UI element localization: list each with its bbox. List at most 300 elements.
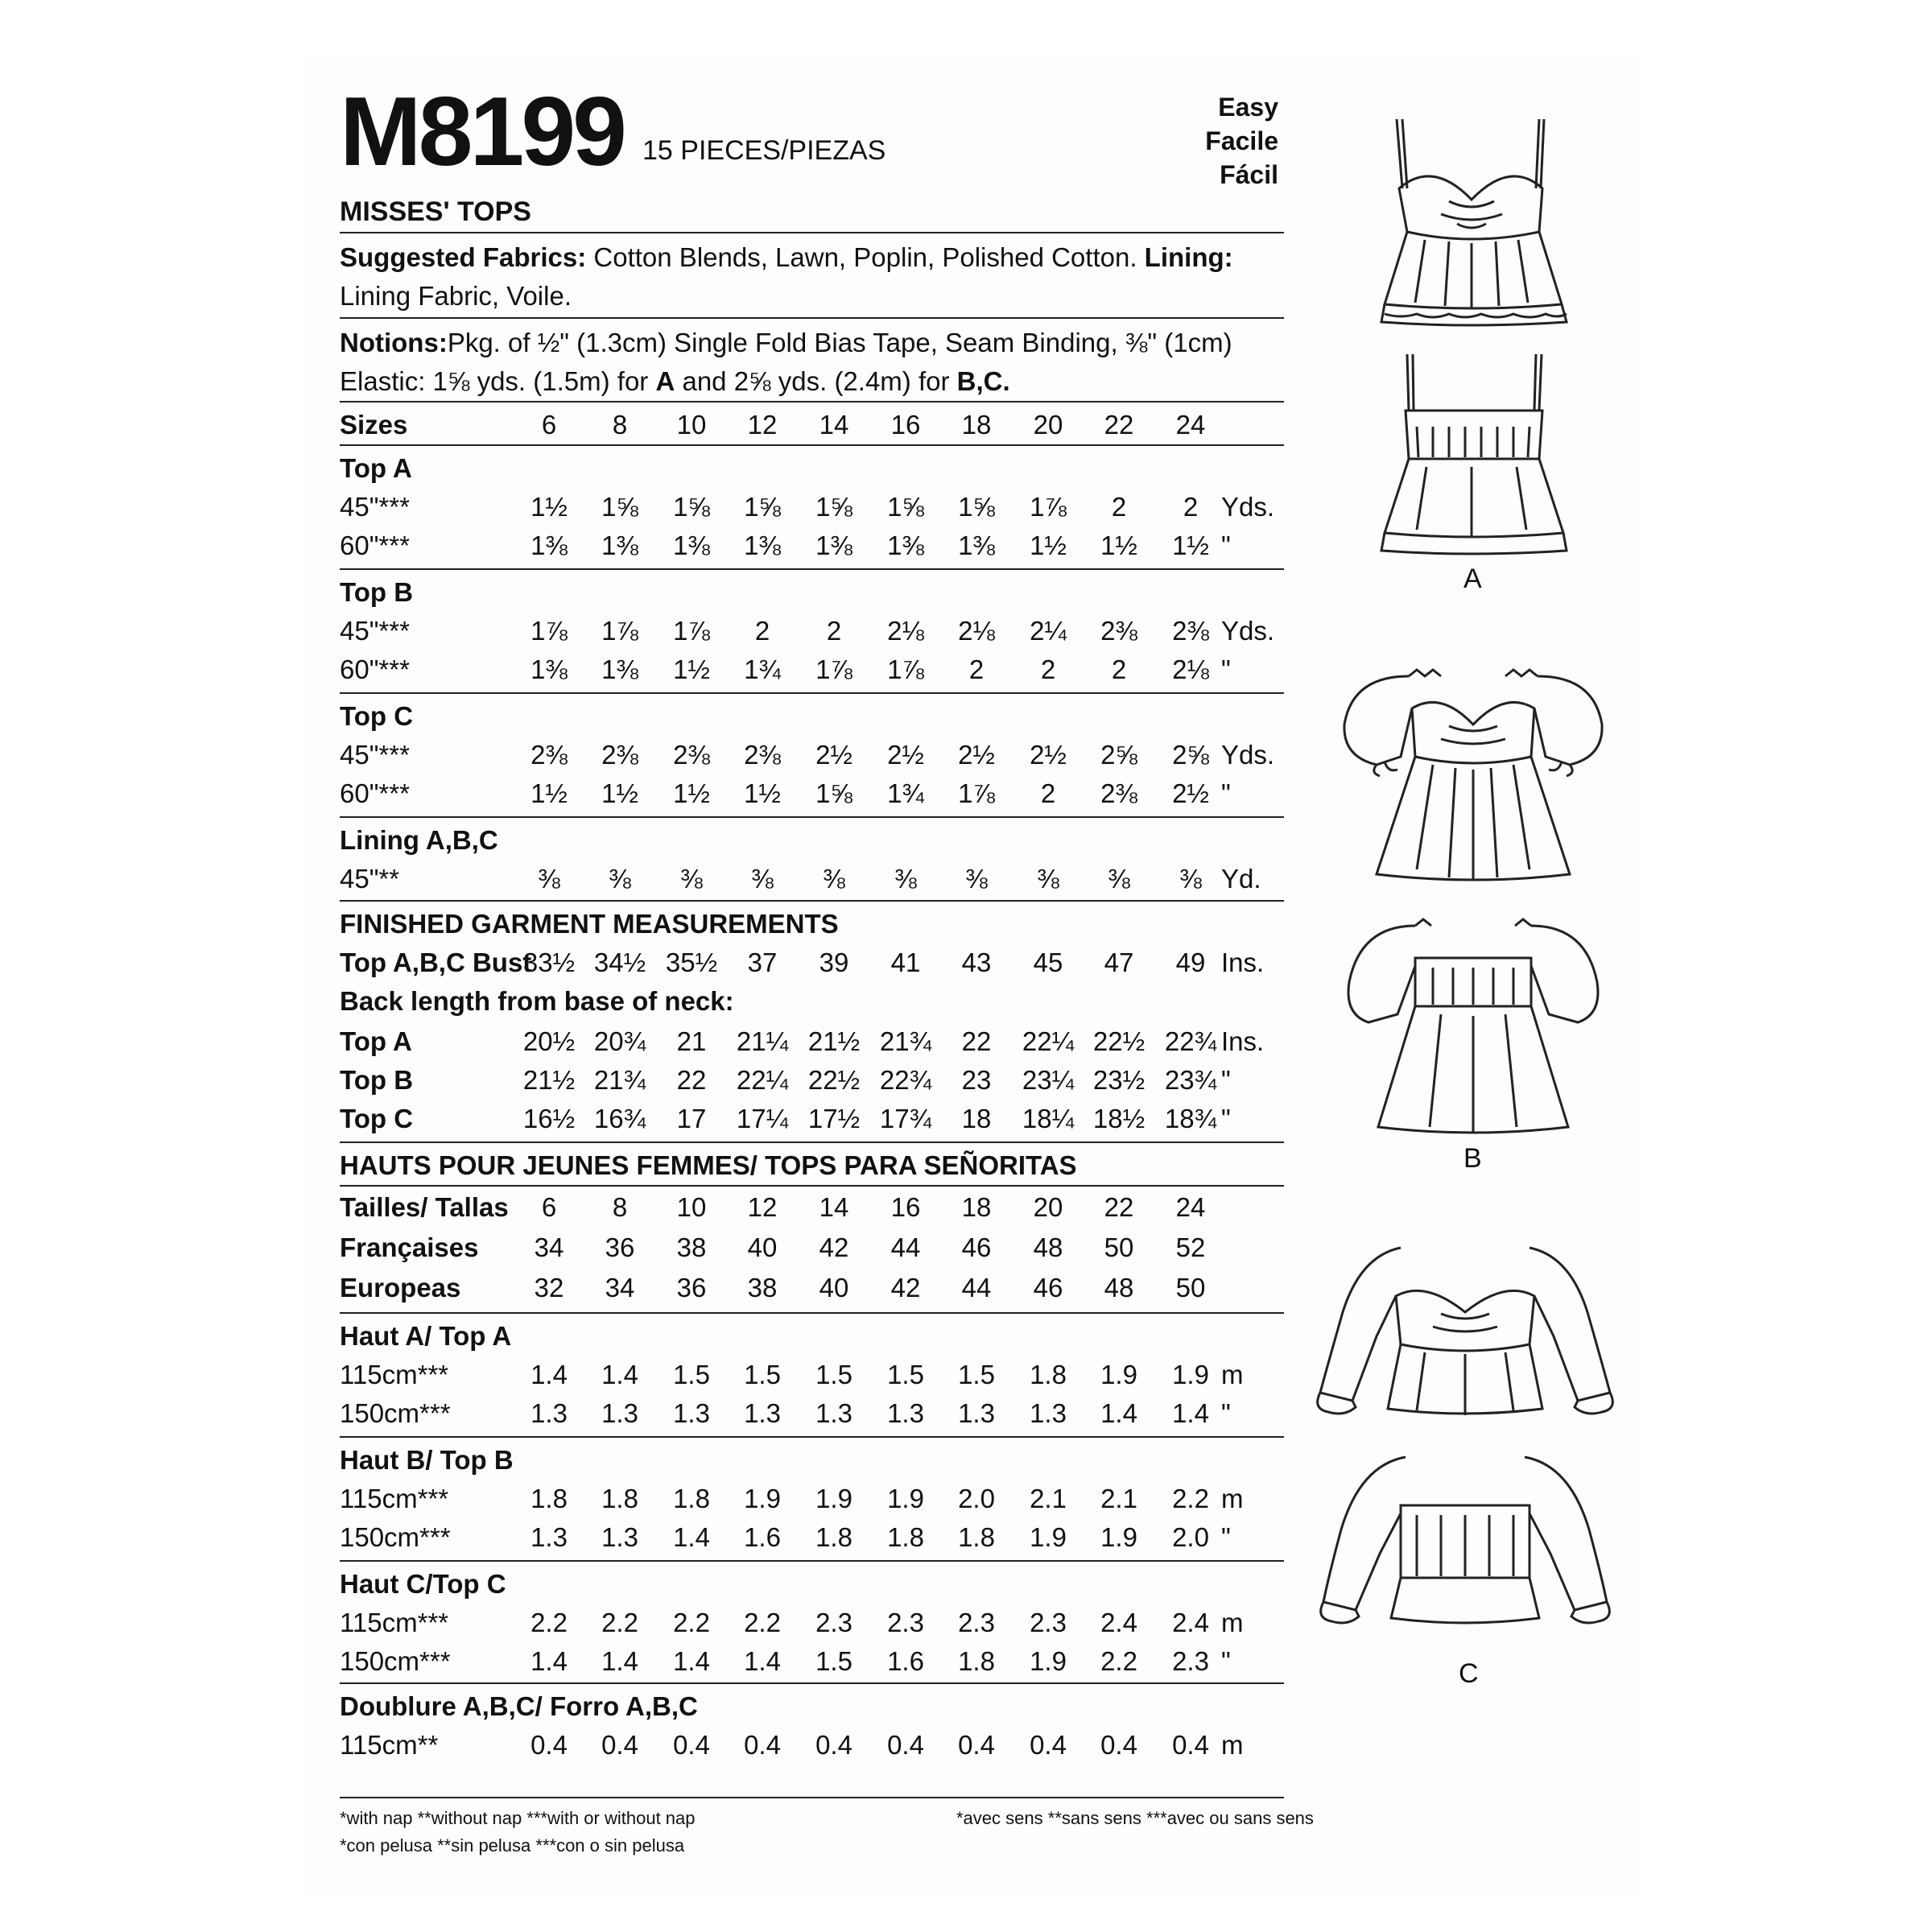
row-label: Top B bbox=[340, 577, 414, 607]
table-cell: 1.8 bbox=[1030, 1360, 1067, 1389]
row-label: 45"*** bbox=[340, 616, 410, 646]
unit-label: " bbox=[1221, 1646, 1231, 1676]
unit-label: Yds. bbox=[1221, 616, 1275, 646]
table-cell: 1⅞ bbox=[1030, 492, 1067, 522]
table-cell: 2⅝ bbox=[1172, 740, 1209, 770]
table-cell: 20½ bbox=[522, 1026, 576, 1056]
table-cell: 1½ bbox=[744, 778, 781, 808]
table-cell: 36 bbox=[605, 1232, 635, 1262]
table-cell: 1⅜ bbox=[673, 530, 710, 560]
table-cell: 2⅝ bbox=[1100, 740, 1137, 770]
table-cell: 35½ bbox=[665, 947, 718, 977]
unit-label: m bbox=[1221, 1730, 1244, 1760]
table-cell: 16 bbox=[890, 410, 921, 440]
metric-francaises-row bbox=[340, 1230, 1290, 1265]
fabrics-text: Cotton Blends, Lawn, Poplin, Polished Cotton. bbox=[593, 242, 1137, 272]
table-cell: 22 bbox=[961, 1026, 992, 1056]
table-cell: 52 bbox=[1175, 1232, 1206, 1262]
table-cell: ⅜ bbox=[1179, 864, 1202, 894]
table-cell: 18½ bbox=[1092, 1104, 1146, 1133]
table-cell: 1.3 bbox=[601, 1522, 638, 1552]
table-cell: 1⅜ bbox=[601, 530, 638, 560]
table-cell: 22¼ bbox=[736, 1065, 789, 1095]
row-label: Europeas bbox=[340, 1273, 461, 1302]
table-cell: 2.2 bbox=[1100, 1646, 1137, 1676]
table-cell: 2⅜ bbox=[1172, 616, 1209, 646]
table-cell: 18 bbox=[961, 1104, 992, 1133]
table-cell: 34 bbox=[605, 1273, 635, 1302]
notions-text: Pkg. of ½" (1.3cm) Single Fold Bias Tape, Seam Binding, ⅜" (1cm) Elastic: 1⅝ yds. (1.5m) for bbox=[340, 328, 1232, 396]
notions-view-a: A bbox=[655, 366, 675, 396]
view-illustrations bbox=[1320, 105, 1626, 1689]
table-cell: 1.3 bbox=[530, 1398, 568, 1428]
notions-text-2: and 2⅝ yds. (2.4m) for bbox=[675, 366, 957, 396]
table-cell: 18¼ bbox=[1022, 1104, 1075, 1133]
table-cell: 2⅜ bbox=[744, 740, 781, 770]
table-cell: 6 bbox=[541, 410, 557, 440]
table-cell: 18 bbox=[961, 410, 992, 440]
table-cell: 1.9 bbox=[1030, 1522, 1067, 1552]
table-cell: 23¾ bbox=[1164, 1065, 1217, 1095]
unit-label: Ins. bbox=[1221, 947, 1265, 977]
piece-count: 15 PIECES/PIEZAS bbox=[642, 135, 886, 166]
top-c-60-row bbox=[340, 776, 1290, 811]
table-cell: 1.5 bbox=[815, 1360, 852, 1389]
unit-label: " bbox=[1221, 778, 1231, 808]
table-cell: 1.8 bbox=[530, 1484, 568, 1513]
table-cell: 23¼ bbox=[1022, 1065, 1075, 1095]
table-cell: 2.1 bbox=[1030, 1484, 1067, 1513]
unit-label: Ins. bbox=[1221, 1026, 1265, 1056]
row-label: 115cm*** bbox=[340, 1484, 449, 1513]
table-cell: 17¾ bbox=[879, 1104, 932, 1133]
table-cell: 22 bbox=[676, 1065, 707, 1095]
table-cell: 48 bbox=[1104, 1273, 1134, 1302]
table-cell: 0.4 bbox=[815, 1730, 852, 1760]
top-b-60-row bbox=[340, 652, 1290, 687]
haut-a-115-row bbox=[340, 1357, 1290, 1393]
table-cell: 1⅞ bbox=[815, 654, 852, 684]
divider bbox=[340, 232, 1284, 233]
divider bbox=[340, 401, 1284, 402]
table-cell: 24 bbox=[1175, 410, 1206, 440]
table-cell: 2⅜ bbox=[601, 740, 638, 770]
table-cell: 2⅜ bbox=[1100, 616, 1137, 646]
unit-label: m bbox=[1221, 1484, 1244, 1513]
top-a-heading bbox=[340, 451, 1290, 486]
table-cell: 1.8 bbox=[601, 1484, 638, 1513]
table-cell: 21¼ bbox=[736, 1026, 789, 1056]
haut-a-150-row bbox=[340, 1396, 1290, 1431]
divider bbox=[340, 900, 1284, 902]
table-cell: 2⅜ bbox=[673, 740, 710, 770]
pattern-number: M8199 bbox=[340, 76, 625, 186]
table-cell: 1⅜ bbox=[815, 530, 852, 560]
row-label: Haut B/ Top B bbox=[340, 1445, 514, 1475]
table-cell: 39 bbox=[819, 947, 849, 977]
table-cell: 2.2 bbox=[744, 1608, 781, 1637]
table-cell: 1.3 bbox=[530, 1522, 568, 1552]
table-cell: 2.3 bbox=[1030, 1608, 1067, 1637]
unit-label: Yds. bbox=[1221, 492, 1275, 522]
haut-c-heading bbox=[340, 1567, 1290, 1602]
table-cell: 0.4 bbox=[744, 1730, 781, 1760]
difficulty-en: Easy bbox=[1218, 93, 1278, 122]
notions-view-bc: B,C. bbox=[956, 366, 1010, 396]
back-length-top-c-row bbox=[340, 1101, 1290, 1137]
table-cell: 23½ bbox=[1092, 1065, 1146, 1095]
divider bbox=[340, 692, 1284, 694]
unit-label: " bbox=[1221, 654, 1231, 684]
footnote-es: *con pelusa **sin pelusa ***con o sin pelusa bbox=[340, 1835, 685, 1856]
table-cell: 2.0 bbox=[958, 1484, 995, 1513]
row-label: 45"** bbox=[340, 864, 400, 894]
row-label: 60"*** bbox=[340, 654, 410, 684]
row-label: 115cm*** bbox=[340, 1608, 449, 1637]
top-a-45-row bbox=[340, 489, 1290, 525]
row-label: Top A bbox=[340, 453, 412, 483]
table-cell: 1⅞ bbox=[530, 616, 568, 646]
table-cell: 1½ bbox=[673, 654, 710, 684]
table-cell: 0.4 bbox=[601, 1730, 638, 1760]
table-cell: 12 bbox=[747, 1192, 778, 1222]
table-cell: 2.1 bbox=[1100, 1484, 1137, 1513]
table-cell: 21¾ bbox=[879, 1026, 932, 1056]
table-cell: 1⅜ bbox=[958, 530, 995, 560]
divider bbox=[340, 1682, 1284, 1684]
table-cell: 16½ bbox=[522, 1104, 576, 1133]
view-c-back-illustration bbox=[1304, 1441, 1626, 1650]
table-cell: 1.3 bbox=[673, 1398, 710, 1428]
table-cell: 2.3 bbox=[958, 1608, 995, 1637]
table-cell: 2⅛ bbox=[958, 616, 995, 646]
divider bbox=[340, 1312, 1284, 1314]
unit-label: m bbox=[1221, 1360, 1244, 1389]
back-length-heading bbox=[340, 984, 1290, 1019]
table-cell: 21 bbox=[676, 1026, 707, 1056]
table-cell: 34½ bbox=[593, 947, 646, 977]
table-cell: 1½ bbox=[1030, 530, 1067, 560]
table-cell: 21½ bbox=[807, 1026, 861, 1056]
table-cell: ⅜ bbox=[823, 864, 845, 894]
table-cell: 2.2 bbox=[1172, 1484, 1209, 1513]
table-cell: 1.8 bbox=[815, 1522, 852, 1552]
table-cell: 1.9 bbox=[1030, 1646, 1067, 1676]
view-a-label: A bbox=[1463, 564, 1482, 594]
table-cell: 2 bbox=[968, 654, 985, 684]
table-cell: 1.3 bbox=[1030, 1398, 1067, 1428]
table-cell: 1.4 bbox=[530, 1646, 568, 1676]
table-cell: 18 bbox=[961, 1192, 992, 1222]
table-cell: 1.9 bbox=[887, 1484, 924, 1513]
row-label: HAUTS POUR JEUNES FEMMES/ TOPS PARA SEÑORITAS bbox=[340, 1150, 1077, 1180]
divider bbox=[340, 1560, 1284, 1562]
haut-b-115-row bbox=[340, 1481, 1290, 1517]
divider bbox=[340, 317, 1284, 319]
table-cell: 10 bbox=[676, 410, 707, 440]
table-cell: 2½ bbox=[887, 740, 924, 770]
lining-heading bbox=[340, 823, 1290, 858]
table-cell: 2 bbox=[1183, 492, 1199, 522]
row-label: 150cm*** bbox=[340, 1522, 451, 1552]
haut-b-150-row bbox=[340, 1520, 1290, 1555]
table-cell: 2½ bbox=[815, 740, 852, 770]
doublure-115-row bbox=[340, 1728, 1290, 1763]
table-cell: 2⅛ bbox=[887, 616, 924, 646]
view-a-front-illustration bbox=[1352, 111, 1594, 328]
table-cell: 20 bbox=[1033, 1192, 1063, 1222]
table-cell: 2 bbox=[826, 616, 842, 646]
table-cell: 1.9 bbox=[1100, 1522, 1137, 1552]
table-cell: 1⅝ bbox=[815, 492, 852, 522]
table-cell: 2⅜ bbox=[1100, 778, 1137, 808]
row-label: 115cm** bbox=[340, 1730, 439, 1760]
table-cell: 1.9 bbox=[815, 1484, 852, 1513]
table-cell: 2½ bbox=[1030, 740, 1067, 770]
table-cell: 1.3 bbox=[815, 1398, 852, 1428]
top-a-60-row bbox=[340, 528, 1290, 564]
table-cell: 1½ bbox=[1172, 530, 1209, 560]
table-cell: ⅜ bbox=[680, 864, 703, 894]
table-cell: 0.4 bbox=[673, 1730, 710, 1760]
top-b-45-row bbox=[340, 613, 1290, 649]
table-cell: 46 bbox=[1033, 1273, 1063, 1302]
table-cell: 40 bbox=[819, 1273, 849, 1302]
top-c-45-row bbox=[340, 737, 1290, 773]
table-cell: 1⅜ bbox=[887, 530, 924, 560]
table-cell: 1½ bbox=[673, 778, 710, 808]
row-label: Doublure A,B,C/ Forro A,B,C bbox=[340, 1691, 698, 1721]
table-cell: 2⅛ bbox=[1172, 654, 1209, 684]
row-label: 115cm*** bbox=[340, 1360, 449, 1389]
table-cell: ⅜ bbox=[751, 864, 774, 894]
row-label: Françaises bbox=[340, 1232, 479, 1262]
unit-label: " bbox=[1221, 1065, 1231, 1095]
table-cell: 2.4 bbox=[1172, 1608, 1209, 1637]
table-cell: 0.4 bbox=[958, 1730, 995, 1760]
row-label: 45"*** bbox=[340, 740, 410, 770]
row-label: Sizes bbox=[340, 410, 408, 440]
table-cell: ⅜ bbox=[538, 864, 560, 894]
table-cell: 2 bbox=[1111, 492, 1127, 522]
table-cell: 2.2 bbox=[601, 1608, 638, 1637]
divider bbox=[340, 1185, 1284, 1187]
unit-label: Yds. bbox=[1221, 740, 1275, 770]
table-cell: 16¾ bbox=[593, 1104, 646, 1133]
table-cell: 1⅝ bbox=[744, 492, 781, 522]
table-cell: 17½ bbox=[807, 1104, 861, 1133]
doublure-heading bbox=[340, 1689, 1290, 1724]
table-cell: 16 bbox=[890, 1192, 921, 1222]
divider bbox=[340, 1797, 1284, 1798]
unit-label: Yd. bbox=[1221, 864, 1261, 894]
table-cell: 1¾ bbox=[887, 778, 924, 808]
finished-heading bbox=[340, 906, 1290, 942]
table-cell: 22½ bbox=[807, 1065, 861, 1095]
back-length-top-b-row bbox=[340, 1063, 1290, 1098]
table-cell: 0.4 bbox=[1172, 1730, 1209, 1760]
table-cell: 18¾ bbox=[1164, 1104, 1217, 1133]
table-cell: 1⅞ bbox=[958, 778, 995, 808]
metric-europeas-row bbox=[340, 1270, 1290, 1306]
table-cell: 1½ bbox=[530, 492, 568, 522]
row-label: 150cm*** bbox=[340, 1398, 451, 1428]
table-cell: 1.5 bbox=[958, 1360, 995, 1389]
table-cell: 1.3 bbox=[958, 1398, 995, 1428]
table-cell: 22 bbox=[1104, 1192, 1134, 1222]
table-cell: 1⅜ bbox=[530, 530, 568, 560]
table-cell: 1.8 bbox=[673, 1484, 710, 1513]
table-cell: 42 bbox=[890, 1273, 921, 1302]
table-cell: 1½ bbox=[1100, 530, 1137, 560]
divider bbox=[340, 568, 1284, 570]
table-cell: 1¾ bbox=[744, 654, 781, 684]
table-cell: 1.9 bbox=[1172, 1360, 1209, 1389]
row-label: Top C bbox=[340, 1104, 414, 1133]
row-label: Back length from base of neck: bbox=[340, 986, 734, 1016]
haut-b-heading bbox=[340, 1443, 1290, 1478]
table-cell: 1.4 bbox=[601, 1360, 638, 1389]
table-cell: 22¾ bbox=[879, 1065, 932, 1095]
table-cell: 1.6 bbox=[744, 1522, 781, 1552]
table-cell: 22¾ bbox=[1164, 1026, 1217, 1056]
table-cell: 47 bbox=[1104, 947, 1134, 977]
table-cell: 1.6 bbox=[887, 1646, 924, 1676]
table-cell: 24 bbox=[1175, 1192, 1206, 1222]
table-cell: 1.3 bbox=[601, 1398, 638, 1428]
table-cell: 2¼ bbox=[1030, 616, 1067, 646]
lining-text: Lining Fabric, Voile. bbox=[340, 281, 572, 311]
table-cell: 2 bbox=[754, 616, 770, 646]
table-cell: 0.4 bbox=[887, 1730, 924, 1760]
row-label: 60"*** bbox=[340, 530, 410, 560]
unit-label: " bbox=[1221, 1522, 1231, 1552]
table-cell: 1⅝ bbox=[887, 492, 924, 522]
top-b-heading bbox=[340, 575, 1290, 610]
view-c-front-illustration bbox=[1304, 1232, 1626, 1425]
table-cell: 2 bbox=[1111, 654, 1127, 684]
table-cell: 1.8 bbox=[958, 1522, 995, 1552]
table-cell: 48 bbox=[1033, 1232, 1063, 1262]
table-cell: 1.5 bbox=[887, 1360, 924, 1389]
notions-label: Notions: bbox=[340, 328, 448, 357]
table-cell: 38 bbox=[676, 1232, 707, 1262]
table-cell: 6 bbox=[541, 1192, 557, 1222]
table-cell: 1.9 bbox=[744, 1484, 781, 1513]
row-label: Haut A/ Top A bbox=[340, 1321, 512, 1351]
row-label: Top A,B,C Bust bbox=[340, 947, 532, 977]
table-cell: 21¾ bbox=[593, 1065, 646, 1095]
table-cell: 2.3 bbox=[1172, 1646, 1209, 1676]
table-cell: 46 bbox=[961, 1232, 992, 1262]
row-label: Lining A,B,C bbox=[340, 825, 498, 855]
footnote-en: *with nap **without nap ***with or without nap bbox=[340, 1808, 696, 1828]
table-cell: 1⅜ bbox=[744, 530, 781, 560]
table-cell: 1.3 bbox=[887, 1398, 924, 1428]
table-cell: 44 bbox=[961, 1273, 992, 1302]
table-cell: 1.4 bbox=[530, 1360, 568, 1389]
bust-row bbox=[340, 945, 1290, 980]
table-cell: 14 bbox=[819, 1192, 849, 1222]
unit-label: " bbox=[1221, 1398, 1231, 1428]
table-cell: 2.2 bbox=[673, 1608, 710, 1637]
table-cell: ⅜ bbox=[1037, 864, 1059, 894]
table-cell: 14 bbox=[819, 410, 849, 440]
table-cell: 32 bbox=[534, 1273, 564, 1302]
table-cell: 2 bbox=[1040, 654, 1056, 684]
haut-c-150-row bbox=[340, 1644, 1290, 1679]
metric-heading bbox=[340, 1148, 1290, 1183]
table-cell: 0.4 bbox=[530, 1730, 568, 1760]
table-cell: 1.3 bbox=[744, 1398, 781, 1428]
sizes-row bbox=[340, 407, 1290, 443]
table-cell: 22½ bbox=[1092, 1026, 1146, 1056]
table-cell: 43 bbox=[961, 947, 992, 977]
table-cell: 23 bbox=[961, 1065, 992, 1095]
table-cell: 50 bbox=[1104, 1232, 1134, 1262]
notions bbox=[340, 324, 1290, 401]
row-label: 150cm*** bbox=[340, 1646, 451, 1676]
table-cell: 1.4 bbox=[1172, 1398, 1209, 1428]
row-label: Haut C/Top C bbox=[340, 1569, 506, 1599]
divider bbox=[340, 816, 1284, 818]
table-cell: 20 bbox=[1033, 410, 1063, 440]
pattern-title: MISSES' TOPS bbox=[340, 196, 531, 227]
view-b-back-illustration bbox=[1320, 910, 1626, 1143]
table-cell: 2.2 bbox=[530, 1608, 568, 1637]
table-cell: 21½ bbox=[522, 1065, 576, 1095]
table-cell: 1.4 bbox=[744, 1646, 781, 1676]
row-label: FINISHED GARMENT MEASUREMENTS bbox=[340, 909, 839, 939]
unit-label: " bbox=[1221, 530, 1231, 560]
row-label: Top B bbox=[340, 1065, 414, 1095]
table-cell: 8 bbox=[612, 1192, 628, 1222]
table-cell: 42 bbox=[819, 1232, 849, 1262]
back-length-top-a-row bbox=[340, 1024, 1290, 1059]
table-cell: 36 bbox=[676, 1273, 707, 1302]
table-cell: 1⅜ bbox=[601, 654, 638, 684]
table-cell: 49 bbox=[1175, 947, 1206, 977]
view-a-back-illustration bbox=[1352, 346, 1594, 555]
table-cell: ⅜ bbox=[1108, 864, 1130, 894]
table-cell: 45 bbox=[1033, 947, 1063, 977]
row-label: Top C bbox=[340, 701, 414, 731]
difficulty-es: Fácil bbox=[1220, 160, 1278, 189]
footnote-fr: *avec sens **sans sens ***avec ou sans sens bbox=[956, 1808, 1314, 1828]
divider bbox=[340, 1141, 1284, 1143]
table-cell: 2.3 bbox=[815, 1608, 852, 1637]
metric-tailles-row bbox=[340, 1190, 1290, 1225]
table-cell: 1⅜ bbox=[530, 654, 568, 684]
table-cell: 1⅝ bbox=[601, 492, 638, 522]
table-cell: 1.8 bbox=[887, 1522, 924, 1552]
table-cell: 2.4 bbox=[1100, 1608, 1137, 1637]
table-cell: 1.4 bbox=[673, 1522, 710, 1552]
table-cell: 1.9 bbox=[1100, 1360, 1137, 1389]
table-cell: 33½ bbox=[522, 947, 576, 977]
table-cell: 34 bbox=[534, 1232, 564, 1262]
table-cell: 10 bbox=[676, 1192, 707, 1222]
table-cell: 1.4 bbox=[1100, 1398, 1137, 1428]
table-cell: 1⅝ bbox=[815, 778, 852, 808]
divider bbox=[340, 1436, 1284, 1438]
fabrics-label: Suggested Fabrics: bbox=[340, 242, 587, 272]
table-cell: 22 bbox=[1104, 410, 1134, 440]
table-cell: 1.4 bbox=[601, 1646, 638, 1676]
table-cell: 1.4 bbox=[673, 1646, 710, 1676]
lining-label: Lining: bbox=[1144, 242, 1233, 272]
table-cell: 1.5 bbox=[815, 1646, 852, 1676]
